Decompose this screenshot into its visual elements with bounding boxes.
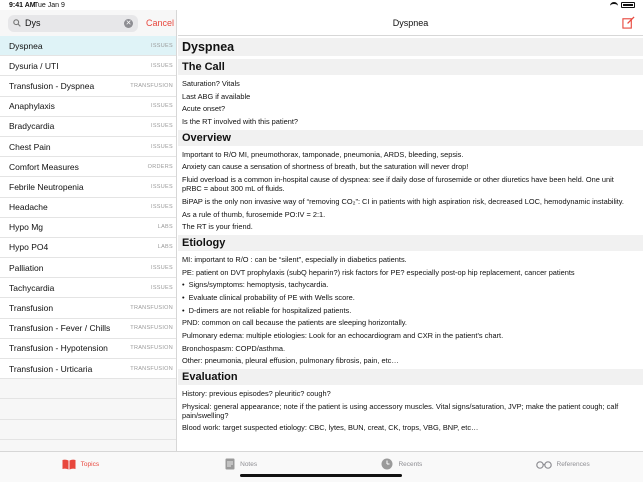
clock-icon bbox=[381, 458, 393, 470]
list-item-label: Anaphylaxis bbox=[9, 101, 55, 112]
list-item-tag: ISSUES bbox=[151, 183, 173, 190]
paragraph: Physical: general appearance; note if the patient is using accessory muscles. Vital signs/saturation, JVP; make the patient cough; calf pain/swelling? bbox=[182, 401, 619, 420]
list-item[interactable] bbox=[0, 339, 176, 359]
list-item-tag: ISSUES bbox=[151, 103, 173, 110]
list-item-tag: ISSUES bbox=[151, 204, 173, 211]
paragraph: The RT is your friend. bbox=[182, 222, 253, 232]
list-item[interactable] bbox=[0, 319, 176, 339]
list-item-label: Hypo Mg bbox=[9, 222, 44, 233]
list-item[interactable] bbox=[0, 157, 176, 177]
paragraph: History: previous episodes? pleuritic? cough? bbox=[182, 389, 331, 399]
list-item-label: Dyspnea bbox=[9, 40, 43, 51]
bullet-item: • Evaluate clinical probability of PE with Wells score. bbox=[182, 293, 635, 302]
list-item-tag: ISSUES bbox=[151, 264, 173, 271]
note-icon bbox=[225, 458, 235, 470]
tab-topics[interactable] bbox=[0, 452, 161, 476]
paragraph: MI: important to R/O : can be “silent”, especially in diabetics patients. bbox=[182, 254, 407, 264]
paragraph: Anxiety can cause a sensation of shortness of breath, but the saturation will never drop! bbox=[182, 162, 469, 172]
list-item[interactable] bbox=[0, 76, 176, 96]
paragraph: Important to R/O MI, pneumothorax, tamponade, pneumonia, ARDS, bleeding, sepsis. bbox=[182, 149, 464, 159]
paragraph: Pulmonary edema: multiple etiologies: Look for an echocardiogram and CXR in the patient’s chart. bbox=[182, 331, 504, 340]
list-item-tag: TRANSFUSION bbox=[130, 305, 173, 312]
list-item-tag: LABS bbox=[157, 244, 173, 251]
tab-label: Notes bbox=[240, 460, 258, 468]
empty-row bbox=[0, 399, 176, 419]
list-item[interactable] bbox=[0, 36, 176, 56]
paragraph: Bronchospasm: COPD/asthma. bbox=[182, 343, 286, 353]
list-item-label: Febrile Neutropenia bbox=[9, 181, 84, 192]
search-icon bbox=[13, 19, 21, 27]
wifi-icon bbox=[610, 2, 618, 8]
article bbox=[178, 36, 643, 432]
tab-label: Topics bbox=[80, 460, 100, 468]
list-item-tag: TRANSFUSION bbox=[130, 325, 173, 332]
search-input[interactable] bbox=[25, 18, 120, 28]
list-item[interactable] bbox=[0, 278, 176, 298]
list-item[interactable] bbox=[0, 56, 176, 76]
list-item-tag: TRANSFUSION bbox=[130, 345, 173, 352]
paragraph: Is the RT involved with this patient? bbox=[182, 117, 298, 127]
list-item[interactable] bbox=[0, 258, 176, 278]
section-heading: Etiology bbox=[178, 235, 643, 251]
tab-label: References bbox=[556, 460, 590, 468]
detail-pane bbox=[178, 10, 643, 451]
list-item-tag: ISSUES bbox=[151, 62, 173, 69]
list-item-tag: ISSUES bbox=[151, 284, 173, 291]
list-item-label: Chest Pain bbox=[9, 141, 51, 152]
status-bar bbox=[0, 0, 643, 10]
list-item-label: Palliation bbox=[9, 262, 44, 273]
tab-bar bbox=[0, 451, 643, 482]
paragraph: Fluid overload is a common in-hospital cause of dyspnea: see if daily dose of furosemide or other diuretics have been held. One unit pRBC = about 300 mL of fluids. bbox=[182, 175, 614, 194]
list-item-tag: ORDERS bbox=[147, 163, 173, 170]
list-item-tag: ISSUES bbox=[151, 42, 173, 49]
list-item-label: Transfusion - Dyspnea bbox=[9, 80, 95, 91]
status-date: Tue Jan 9 bbox=[34, 2, 65, 9]
tab-recents[interactable] bbox=[322, 452, 483, 476]
list-item[interactable] bbox=[0, 177, 176, 197]
battery-icon bbox=[621, 2, 635, 8]
paragraph: Saturation? Vitals bbox=[182, 79, 240, 88]
list-item-tag: LABS bbox=[157, 224, 173, 231]
list-item[interactable] bbox=[0, 97, 176, 117]
section-heading: The Call bbox=[178, 59, 643, 75]
nav-bar bbox=[178, 10, 643, 36]
tab-notes[interactable] bbox=[161, 452, 322, 476]
list-item-label: Comfort Measures bbox=[9, 161, 79, 172]
list-item-label: Transfusion bbox=[9, 303, 54, 314]
list-item[interactable] bbox=[0, 218, 176, 238]
list-item[interactable] bbox=[0, 137, 176, 157]
bullet-item: • Signs/symptoms: hemoptysis, tachycardia. bbox=[182, 280, 635, 289]
empty-row bbox=[0, 420, 176, 440]
status-indicators bbox=[610, 2, 635, 8]
list-item-label: Bradycardia bbox=[9, 121, 55, 132]
section-heading: Overview bbox=[178, 130, 643, 146]
paragraph: PE: patient on DVT prophylaxis (subQ heparin?) risk factors for PE? especially post-op hip replacement, cancer patients bbox=[182, 267, 575, 277]
list-item-tag: TRANSFUSION bbox=[130, 82, 173, 89]
list-item[interactable] bbox=[0, 117, 176, 137]
paragraph: Blood work: target suspected etiology: CBC, lytes, BUN, creat, CK, trops, VBG, BNP, etc… bbox=[182, 423, 479, 433]
topic-list bbox=[0, 36, 176, 440]
list-item-label: Transfusion - Fever / Chills bbox=[9, 323, 111, 334]
tab-label: Recents bbox=[398, 460, 423, 468]
paragraph: PND: common on call because the patients are sleeping horizontally. bbox=[182, 318, 407, 328]
search-row bbox=[0, 10, 176, 36]
nav-title: Dyspnea bbox=[392, 17, 429, 28]
empty-row bbox=[0, 379, 176, 399]
article-title: Dyspnea bbox=[178, 38, 643, 56]
paragraph: Last ABG if available bbox=[182, 91, 251, 101]
list-item-tag: TRANSFUSION bbox=[130, 365, 173, 372]
list-item-tag: ISSUES bbox=[151, 143, 173, 150]
bullet-item: • D-dimers are not reliable for hospitalized patients. bbox=[182, 306, 635, 315]
section-heading: Evaluation bbox=[178, 369, 643, 385]
paragraph: As a rule of thumb, furosemide PO:IV = 2:1. bbox=[182, 209, 326, 219]
list-item[interactable] bbox=[0, 238, 176, 258]
list-item[interactable] bbox=[0, 359, 176, 379]
list-item-label: Transfusion - Hypotension bbox=[9, 343, 108, 354]
list-item-label: Hypo PO4 bbox=[9, 242, 49, 253]
list-item-label: Headache bbox=[9, 202, 48, 213]
list-item-tag: ISSUES bbox=[151, 123, 173, 130]
paragraph: BiPAP is the only non invasive way of “removing CO₂”: CI in patients with high aspiration risk, decreased LOC, hemodynamic instability. bbox=[182, 196, 624, 206]
paragraph: Acute onset? bbox=[182, 104, 226, 114]
cancel-button[interactable]: Cancel bbox=[146, 18, 175, 28]
book-icon bbox=[62, 459, 76, 470]
compose-icon[interactable] bbox=[622, 16, 635, 29]
list-item[interactable] bbox=[0, 298, 176, 318]
list-item-label: Tachycardia bbox=[9, 282, 55, 293]
status-time: 9:41 AM bbox=[9, 2, 36, 9]
paragraph: Other: pneumonia, pleural effusion, pulmonary fibrosis, pain, etc… bbox=[182, 356, 399, 366]
list-item-label: Transfusion - Urticaria bbox=[9, 363, 93, 374]
search-box[interactable] bbox=[8, 15, 138, 32]
sidebar bbox=[0, 10, 177, 451]
glasses-icon bbox=[536, 460, 552, 469]
home-indicator bbox=[240, 474, 402, 477]
list-item-label: Dysuria / UTI bbox=[9, 60, 59, 71]
list-item[interactable] bbox=[0, 198, 176, 218]
tab-references[interactable] bbox=[482, 452, 643, 476]
clear-search-icon[interactable]: ✕ bbox=[125, 19, 132, 27]
